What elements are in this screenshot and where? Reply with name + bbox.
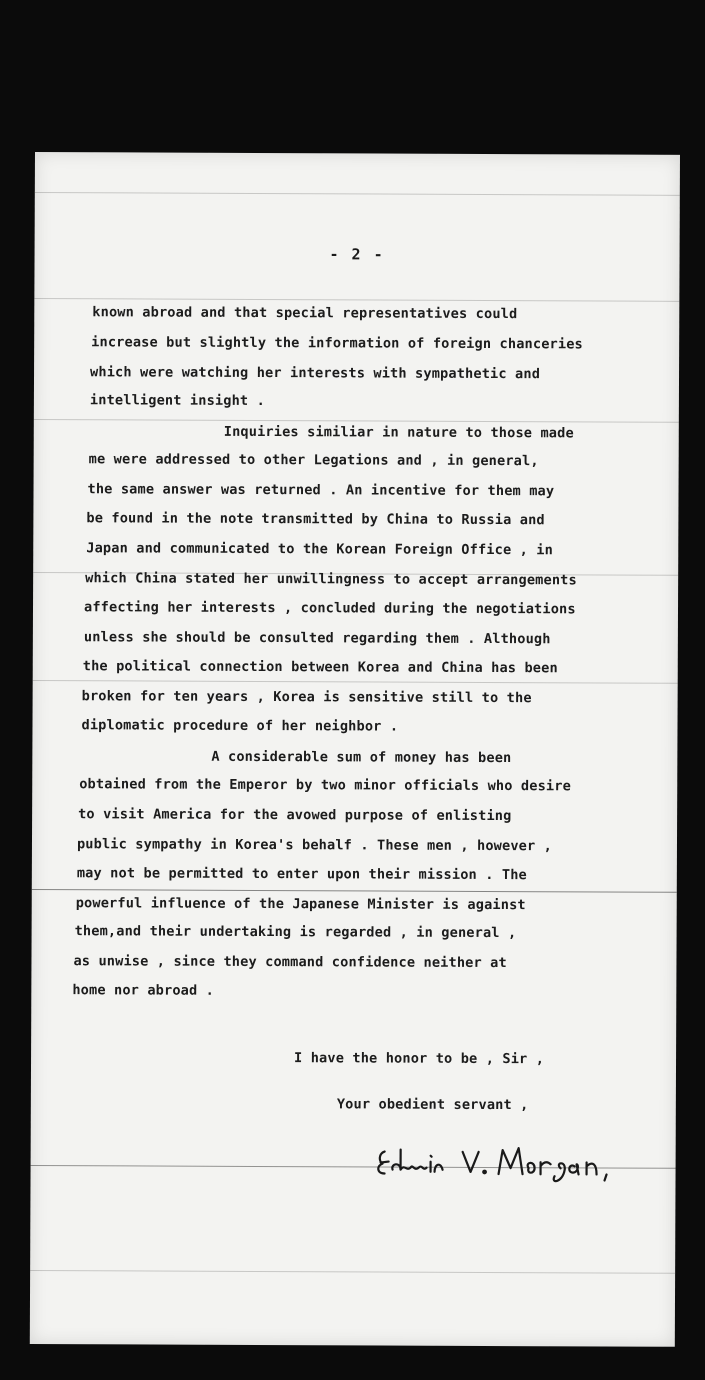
- body-line: me were addressed to other Legations and , in general,: [88, 451, 539, 470]
- body-line: A considerable sum of money has been: [211, 748, 512, 767]
- scan-line: [34, 298, 679, 302]
- body-line: public sympathy in Korea's behalf . These men , however ,: [76, 836, 553, 855]
- body-line: which China stated her unwillingness to accept arrangements: [85, 570, 577, 589]
- body-line: the political connection between Korea and China has been: [82, 658, 558, 677]
- body-line: diplomatic procedure of her neighbor .: [81, 717, 399, 735]
- page-number: - 2 -: [329, 245, 385, 264]
- scan-line: [30, 1270, 675, 1274]
- scan-line: [34, 419, 679, 423]
- body-line: broken for ten years , Korea is sensitive still to the: [81, 688, 532, 707]
- handwritten-signature: [370, 1139, 670, 1188]
- closing-valediction: Your obedient servant ,: [336, 1096, 529, 1114]
- body-line: may not be permitted to enter upon their mission . The: [76, 865, 527, 884]
- body-line: unless she should be consulted regarding them . Although: [83, 629, 551, 648]
- body-line: home nor abroad .: [72, 982, 215, 999]
- closing-salutation: I have the honor to be , Sir ,: [294, 1050, 545, 1068]
- body-line: them,and their undertaking is regarded , in general ,: [74, 923, 517, 942]
- body-line: increase but slightly the information of foreign chanceries: [91, 334, 583, 353]
- body-line: the same answer was returned . An incentive for them may: [87, 481, 555, 500]
- body-line: affecting her interests , concluded during the negotiations: [83, 599, 576, 618]
- body-line: as unwise , since they command confidence neither at: [73, 953, 507, 972]
- signature-image: [370, 1139, 670, 1188]
- body-line: intelligent insight .: [89, 392, 265, 410]
- scan-line: [35, 192, 680, 196]
- body-line: which were watching her interests with sympathetic and: [90, 364, 541, 383]
- scan-line: [33, 680, 678, 684]
- body-line: be found in the note transmitted by China to Russia and: [86, 510, 545, 529]
- body-line: Japan and communicated to the Korean Foreign Office , in: [86, 540, 554, 559]
- body-line: to visit America for the avowed purpose of enlisting: [78, 806, 512, 825]
- body-line: obtained from the Emperor by two minor officials who desire: [79, 776, 571, 795]
- body-line: Inquiries similiar in nature to those made: [223, 423, 574, 442]
- body-line: powerful influence of the Japanese Minister is against: [75, 895, 526, 914]
- document-page: [30, 152, 680, 1347]
- body-line: known abroad and that special representatives could: [92, 304, 518, 323]
- scan-line: [32, 889, 677, 893]
